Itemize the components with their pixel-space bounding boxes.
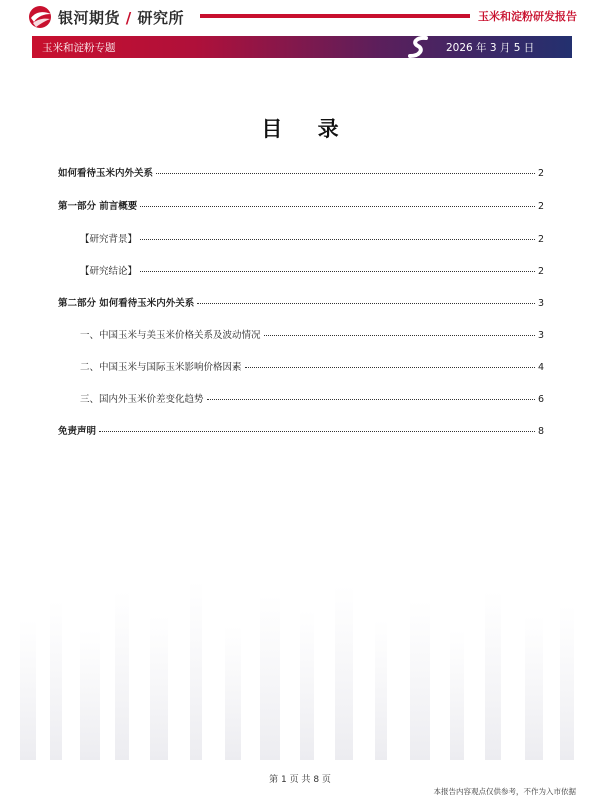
toc-entry[interactable]	[58, 295, 544, 311]
toc-entry[interactable]	[58, 231, 544, 247]
report-date: 2026 年 3 月 5 日	[446, 42, 535, 54]
toc-entry-label: 【研究结论】	[80, 266, 138, 277]
report-type: 玉米和淀粉研发报告	[478, 10, 577, 23]
toc-entry-label: 第二部分 如何看待玉米内外关系	[58, 298, 195, 309]
toc-entry-label: 三、国内外玉米价差变化趋势	[80, 394, 204, 405]
page-prefix: 第	[269, 775, 279, 785]
toc-entry[interactable]	[58, 327, 544, 343]
dot-leader	[245, 367, 535, 368]
page-header	[0, 0, 600, 62]
toc-entry-page: 2	[537, 266, 544, 277]
brand-logo-text	[58, 7, 184, 28]
dot-leader	[207, 399, 535, 400]
dot-leader	[264, 335, 535, 336]
brand-name: 银河期货	[58, 9, 121, 27]
toc-entry-label: 如何看待玉米内外关系	[58, 168, 154, 179]
page-suffix: 页	[321, 775, 331, 785]
header-rule	[200, 14, 470, 18]
dot-leader	[99, 431, 535, 432]
toc-entry-label: 免责声明	[58, 426, 97, 437]
toc-entry[interactable]	[58, 391, 544, 407]
report-topic: 玉米和淀粉专题	[42, 42, 116, 54]
page-number	[0, 772, 600, 785]
dot-leader	[197, 303, 535, 304]
toc-entry-page: 2	[537, 168, 544, 179]
brand-slash: /	[125, 9, 132, 27]
toc-entry-page: 6	[537, 394, 544, 405]
background-watermark	[0, 560, 600, 760]
dot-leader	[156, 173, 535, 174]
toc-title: 目 录	[261, 117, 353, 141]
toc-entry-page: 2	[537, 201, 544, 212]
swirl-decoration-icon	[404, 35, 434, 59]
toc-entry-page: 2	[537, 234, 544, 245]
toc-entry[interactable]	[58, 198, 544, 214]
total-pages: 8	[313, 775, 320, 785]
toc-entry-label: 第一部分 前言概要	[58, 201, 138, 212]
toc-entry[interactable]	[58, 359, 544, 375]
toc-entry-page: 3	[537, 298, 544, 309]
page-mid: 页 共	[289, 775, 311, 785]
toc-entry-page: 8	[537, 426, 544, 437]
toc-entry-label: 【研究背景】	[80, 234, 138, 245]
toc-entry-label: 一、中国玉米与美玉米价格关系及波动情况	[80, 330, 261, 341]
footer-disclaimer: 本报告内容观点仅供参考，不作为入市依据	[433, 787, 576, 796]
dot-leader	[140, 206, 535, 207]
toc-entry[interactable]	[58, 423, 544, 439]
toc-entry[interactable]	[58, 165, 544, 181]
dot-leader	[140, 239, 535, 240]
toc-entry-page: 3	[537, 330, 544, 341]
dot-leader	[140, 271, 535, 272]
department-name: 研究所	[137, 9, 184, 27]
toc-entry[interactable]	[58, 263, 544, 279]
toc-entry-page: 4	[537, 362, 544, 373]
current-page: 1	[280, 775, 287, 785]
galaxy-logo-icon	[28, 5, 54, 29]
toc-entry-label: 二、中国玉米与国际玉米影响价格因素	[80, 362, 242, 373]
